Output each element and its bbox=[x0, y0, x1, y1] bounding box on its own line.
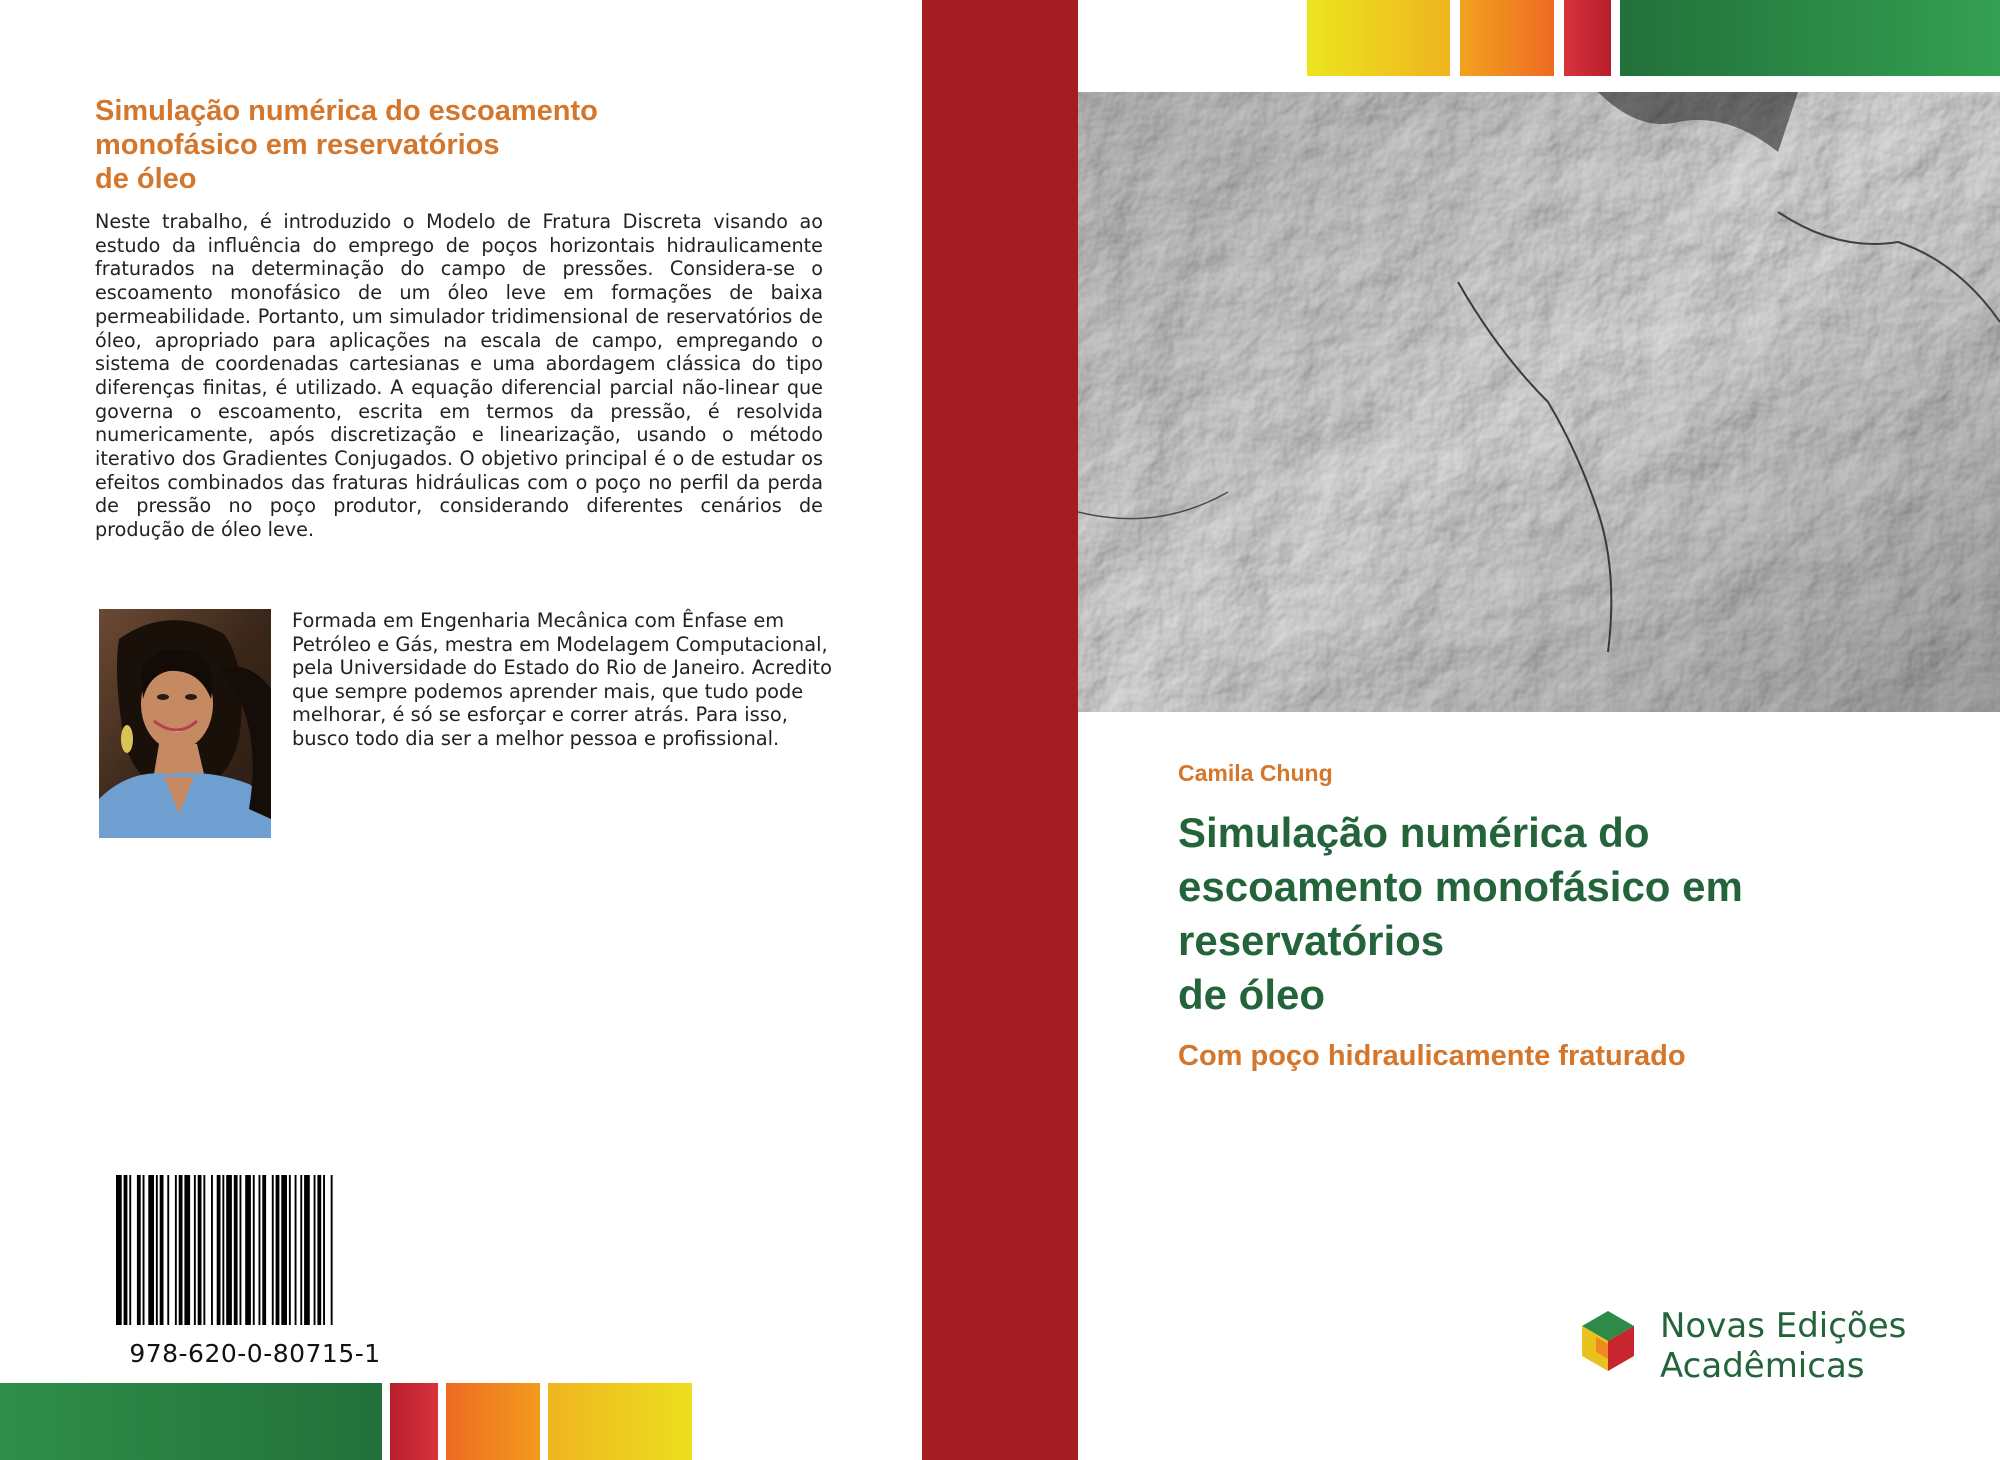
barcode-bar bbox=[253, 1175, 255, 1325]
barcode-bar bbox=[234, 1175, 238, 1325]
barcode-bar bbox=[245, 1175, 251, 1325]
barcode-bar bbox=[116, 1175, 122, 1325]
front-strip-green bbox=[1620, 0, 2000, 76]
barcode-bar bbox=[198, 1175, 202, 1325]
barcode-bar bbox=[272, 1175, 274, 1325]
front-strip-red bbox=[1564, 0, 1611, 76]
barcode-bar bbox=[184, 1175, 190, 1325]
publisher-name-line-1: Novas Edições bbox=[1660, 1306, 1907, 1346]
barcode bbox=[112, 1175, 392, 1325]
barcode-bar bbox=[331, 1175, 333, 1325]
barcode-bar bbox=[314, 1175, 316, 1325]
barcode-bar bbox=[295, 1175, 297, 1325]
barcode-bar bbox=[148, 1175, 154, 1325]
author-portrait-image bbox=[99, 609, 271, 838]
publisher-name-line-2: Acadêmicas bbox=[1660, 1346, 1865, 1386]
barcode-bar bbox=[167, 1175, 169, 1325]
barcode-bar bbox=[276, 1175, 280, 1325]
publisher-logo-icon bbox=[1572, 1305, 1644, 1377]
barcode-bar bbox=[203, 1175, 205, 1325]
barcode-bar bbox=[124, 1175, 128, 1325]
isbn-number: 978-620-0-80715-1 bbox=[129, 1339, 381, 1368]
front-title: Simulação numérica do escoamento monofásico em reservatórios de óleo bbox=[1178, 809, 1743, 1018]
barcode-bar bbox=[175, 1175, 177, 1325]
publisher-name bbox=[1660, 1306, 1906, 1386]
barcode-bars bbox=[112, 1175, 392, 1325]
author-bio: Formada em Engenharia Mecânica com Ênfase em Petróleo e Gás, mestra em Modelagem Computacional, pela Universidade do Estado do Rio de Janeiro. Acredito que sempre podemos aprender mais, que tudo pode melhorar, é só se esforçar e correr atrás. Para isso, busco todo dia ser a melhor pessoa e profissional. bbox=[292, 609, 832, 750]
barcode-bar bbox=[304, 1175, 310, 1325]
barcode-bar bbox=[317, 1175, 321, 1325]
front-strip-orange bbox=[1460, 0, 1554, 76]
barcode-bar bbox=[289, 1175, 291, 1325]
barcode-bar bbox=[143, 1175, 145, 1325]
back-cover-abstract: Neste trabalho, é introduzido o Modelo de Fratura Discreta visando ao estudo da influência do emprego de poços horizontais hidraulicamente fraturados na determinação do campo de pressões. Considera-se o escoamento monofásico de um óleo leve em formações de baixa permeabilidade. Portanto, um simulador tridimensional de reservatórios de óleo, apropriado para aplicações na escala de campo, empregando o sistema de coordenadas cartesianas e uma abordagem clássica do tipo diferenças finitas, é utilizado. A equação diferencial parcial não-linear que governa o escoamento, escrita em termos da pressão, é resolvida numericamente, após discretização e linearização, usando o método iterativo dos Gradientes Conjugados. O objetivo principal é o de estudar os efeitos combinados das fraturas hidráulicas com o poço no perfil da perda de pressão no poço produtor, considerando diferentes cenários de produção de óleo leve. bbox=[95, 210, 823, 542]
front-author-name: Camila Chung bbox=[1178, 760, 1333, 786]
barcode-bar bbox=[160, 1175, 164, 1325]
author-photo bbox=[99, 609, 271, 838]
barcode-bar bbox=[194, 1175, 196, 1325]
barcode-bar bbox=[226, 1175, 232, 1325]
barcode-bar bbox=[262, 1175, 266, 1325]
front-strip-yellow bbox=[1307, 0, 1450, 76]
rock-texture bbox=[1078, 92, 2000, 712]
barcode-bar bbox=[129, 1175, 131, 1325]
barcode-bar bbox=[217, 1175, 221, 1325]
barcode-bar bbox=[281, 1175, 287, 1325]
barcode-bar bbox=[240, 1175, 242, 1325]
front-subtitle: Com poço hidraulicamente fraturado bbox=[1178, 1040, 1686, 1072]
back-strip-red bbox=[390, 1383, 438, 1460]
back-strip-green bbox=[0, 1383, 382, 1460]
barcode-bar bbox=[211, 1175, 213, 1325]
book-spine bbox=[922, 0, 1078, 1460]
back-strip-yellow bbox=[548, 1383, 692, 1460]
cover-rock-texture-image bbox=[1078, 92, 2000, 712]
back-cover-title: Simulação numérica do escoamento monofásico em reservatórios de óleo bbox=[95, 95, 598, 195]
barcode-bar bbox=[323, 1175, 325, 1325]
back-strip-orange bbox=[446, 1383, 540, 1460]
barcode-bar bbox=[179, 1175, 183, 1325]
barcode-bar bbox=[137, 1175, 141, 1325]
barcode-bar bbox=[222, 1175, 224, 1325]
barcode-bar bbox=[156, 1175, 158, 1325]
barcode-bar bbox=[300, 1175, 302, 1325]
barcode-bar bbox=[259, 1175, 261, 1325]
